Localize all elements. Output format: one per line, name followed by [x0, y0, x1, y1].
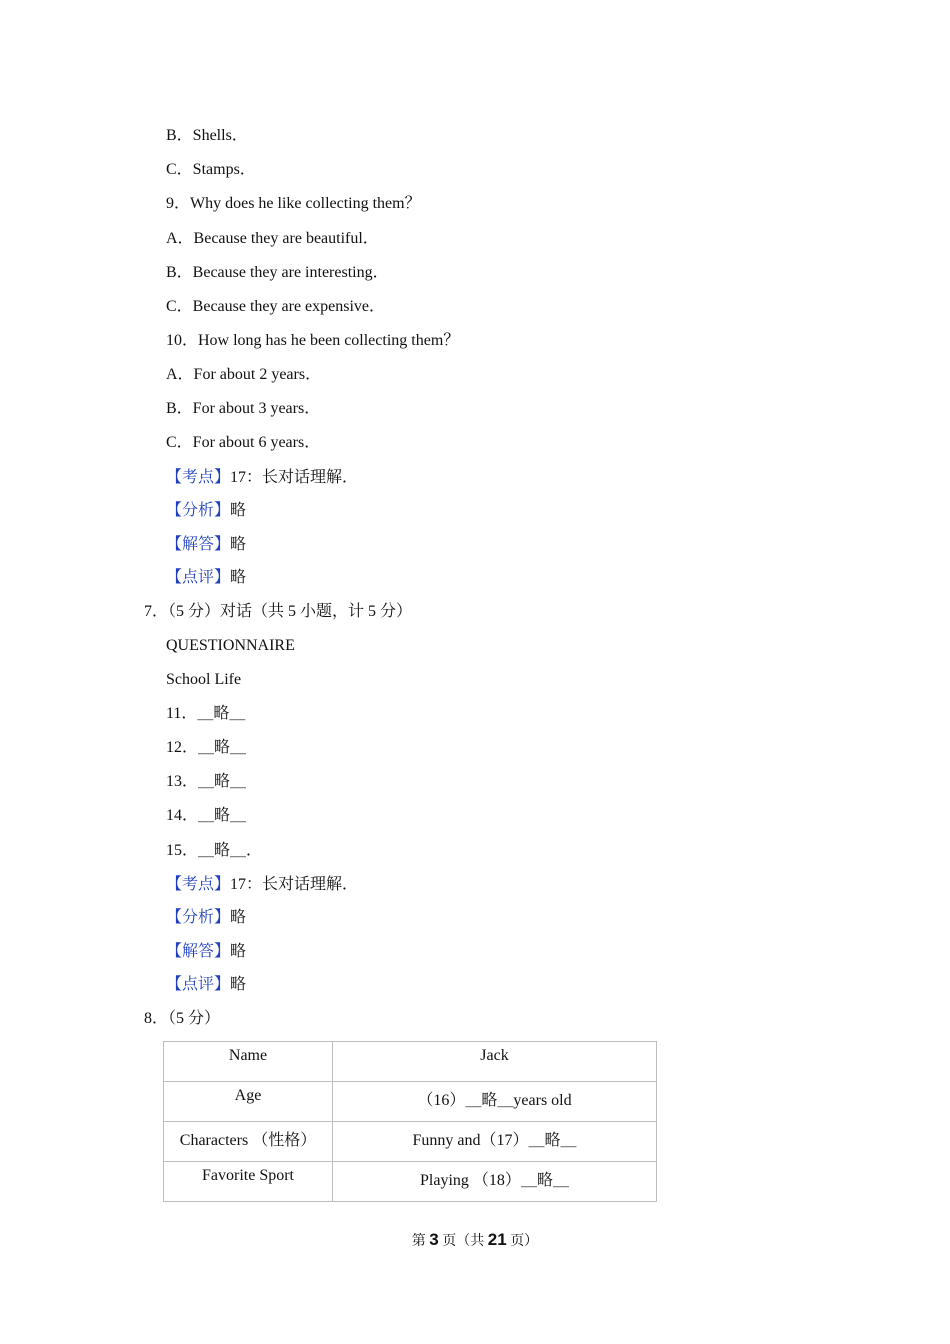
question-line: 10．How long has he been collecting them？	[166, 332, 460, 349]
page-number: 3	[429, 1230, 439, 1249]
footer-prefix: 第	[411, 1234, 426, 1249]
blank-number: 13．	[166, 773, 199, 790]
blank-answer: ＿略＿	[198, 842, 247, 859]
blank-answer: ＿略＿	[528, 1132, 577, 1149]
table-label-cell: Favorite Sport	[164, 1162, 333, 1202]
note-text: 略	[230, 909, 247, 926]
table-label-cell: Characters （性格）	[164, 1122, 333, 1162]
option-line: B．For about 3 years．	[166, 400, 321, 417]
note-tag[interactable]: 【考点】	[166, 469, 231, 486]
blank-number: 15．	[166, 842, 199, 859]
table-row	[164, 1082, 657, 1122]
page-total: 21	[487, 1230, 507, 1249]
note-text: 17：长对话理解．	[230, 876, 359, 893]
note-text: 17：长对话理解．	[230, 469, 359, 486]
blank-item	[166, 806, 246, 826]
blank-number: 11．	[166, 705, 198, 722]
option-line: B．Shells．	[166, 127, 248, 144]
blank-answer: ＿略＿	[198, 739, 247, 756]
option-line: A．Because they are beautiful．	[166, 230, 379, 247]
blank-item	[166, 772, 246, 792]
note-text: 略	[230, 569, 247, 586]
question-line: 9．Why does he like collecting them？	[166, 195, 421, 212]
option-line: C．Stamps．	[166, 161, 256, 178]
footer-middle: 页（共	[442, 1234, 485, 1249]
note-fenxi	[166, 501, 246, 521]
blank-item	[166, 841, 262, 861]
blank-item	[166, 704, 245, 724]
note-tag[interactable]: 【解答】	[166, 536, 231, 553]
option-line: B．Because they are interesting．	[166, 264, 389, 281]
note-fenxi	[166, 908, 246, 928]
table-row	[164, 1162, 657, 1202]
blank-answer: ＿略＿	[198, 807, 247, 824]
blank-end: ．	[246, 842, 263, 859]
footer-suffix: 页）	[510, 1234, 539, 1249]
note-jieda	[166, 942, 246, 962]
blank-item	[166, 738, 246, 758]
option-line: C．Because they are expensive．	[166, 298, 386, 315]
note-dianping	[166, 975, 246, 995]
table-value-cell: Jack	[333, 1042, 657, 1082]
note-text: 略	[230, 976, 247, 993]
questionnaire-title: QUESTIONNAIRE	[166, 637, 295, 654]
table-value-cell: Funny and（17）＿略＿	[333, 1122, 657, 1162]
note-tag[interactable]: 【点评】	[166, 976, 231, 993]
blank-answer: ＿略＿	[198, 773, 247, 790]
note-dianping	[166, 568, 246, 588]
page-footer	[0, 1230, 950, 1250]
question-7-header: 7．（5 分）对话（共 5 小题，计 5 分）	[144, 603, 413, 620]
table-row	[164, 1042, 657, 1082]
info-table	[163, 1041, 657, 1202]
blank-answer: ＿略＿	[520, 1172, 569, 1189]
note-tag[interactable]: 【解答】	[166, 943, 231, 960]
table-label-cell: Age	[164, 1082, 333, 1122]
option-line: C．For about 6 years．	[166, 434, 321, 451]
note-kaodian	[166, 468, 358, 488]
note-jieda	[166, 535, 246, 555]
questionnaire-subtitle: School Life	[166, 671, 242, 688]
note-text: 略	[230, 502, 247, 519]
blank-answer: ＿略＿	[197, 705, 246, 722]
note-tag[interactable]: 【点评】	[166, 569, 231, 586]
blank-number: 14．	[166, 807, 199, 824]
table-row	[164, 1122, 657, 1162]
note-text: 略	[230, 943, 247, 960]
note-tag[interactable]: 【分析】	[166, 909, 231, 926]
option-line: A．For about 2 years．	[166, 366, 322, 383]
question-8-header: 8．（5 分）	[144, 1010, 221, 1027]
note-tag[interactable]: 【考点】	[166, 876, 231, 893]
note-tag[interactable]: 【分析】	[166, 502, 231, 519]
note-text: 略	[230, 536, 247, 553]
table-value-cell: （16）＿略＿years old	[333, 1082, 657, 1122]
table-value-cell: Playing （18）＿略＿	[333, 1162, 657, 1202]
blank-number: 12．	[166, 739, 199, 756]
table-label-cell: Name	[164, 1042, 333, 1082]
note-kaodian	[166, 875, 358, 895]
blank-answer: ＿略＿	[465, 1092, 514, 1109]
